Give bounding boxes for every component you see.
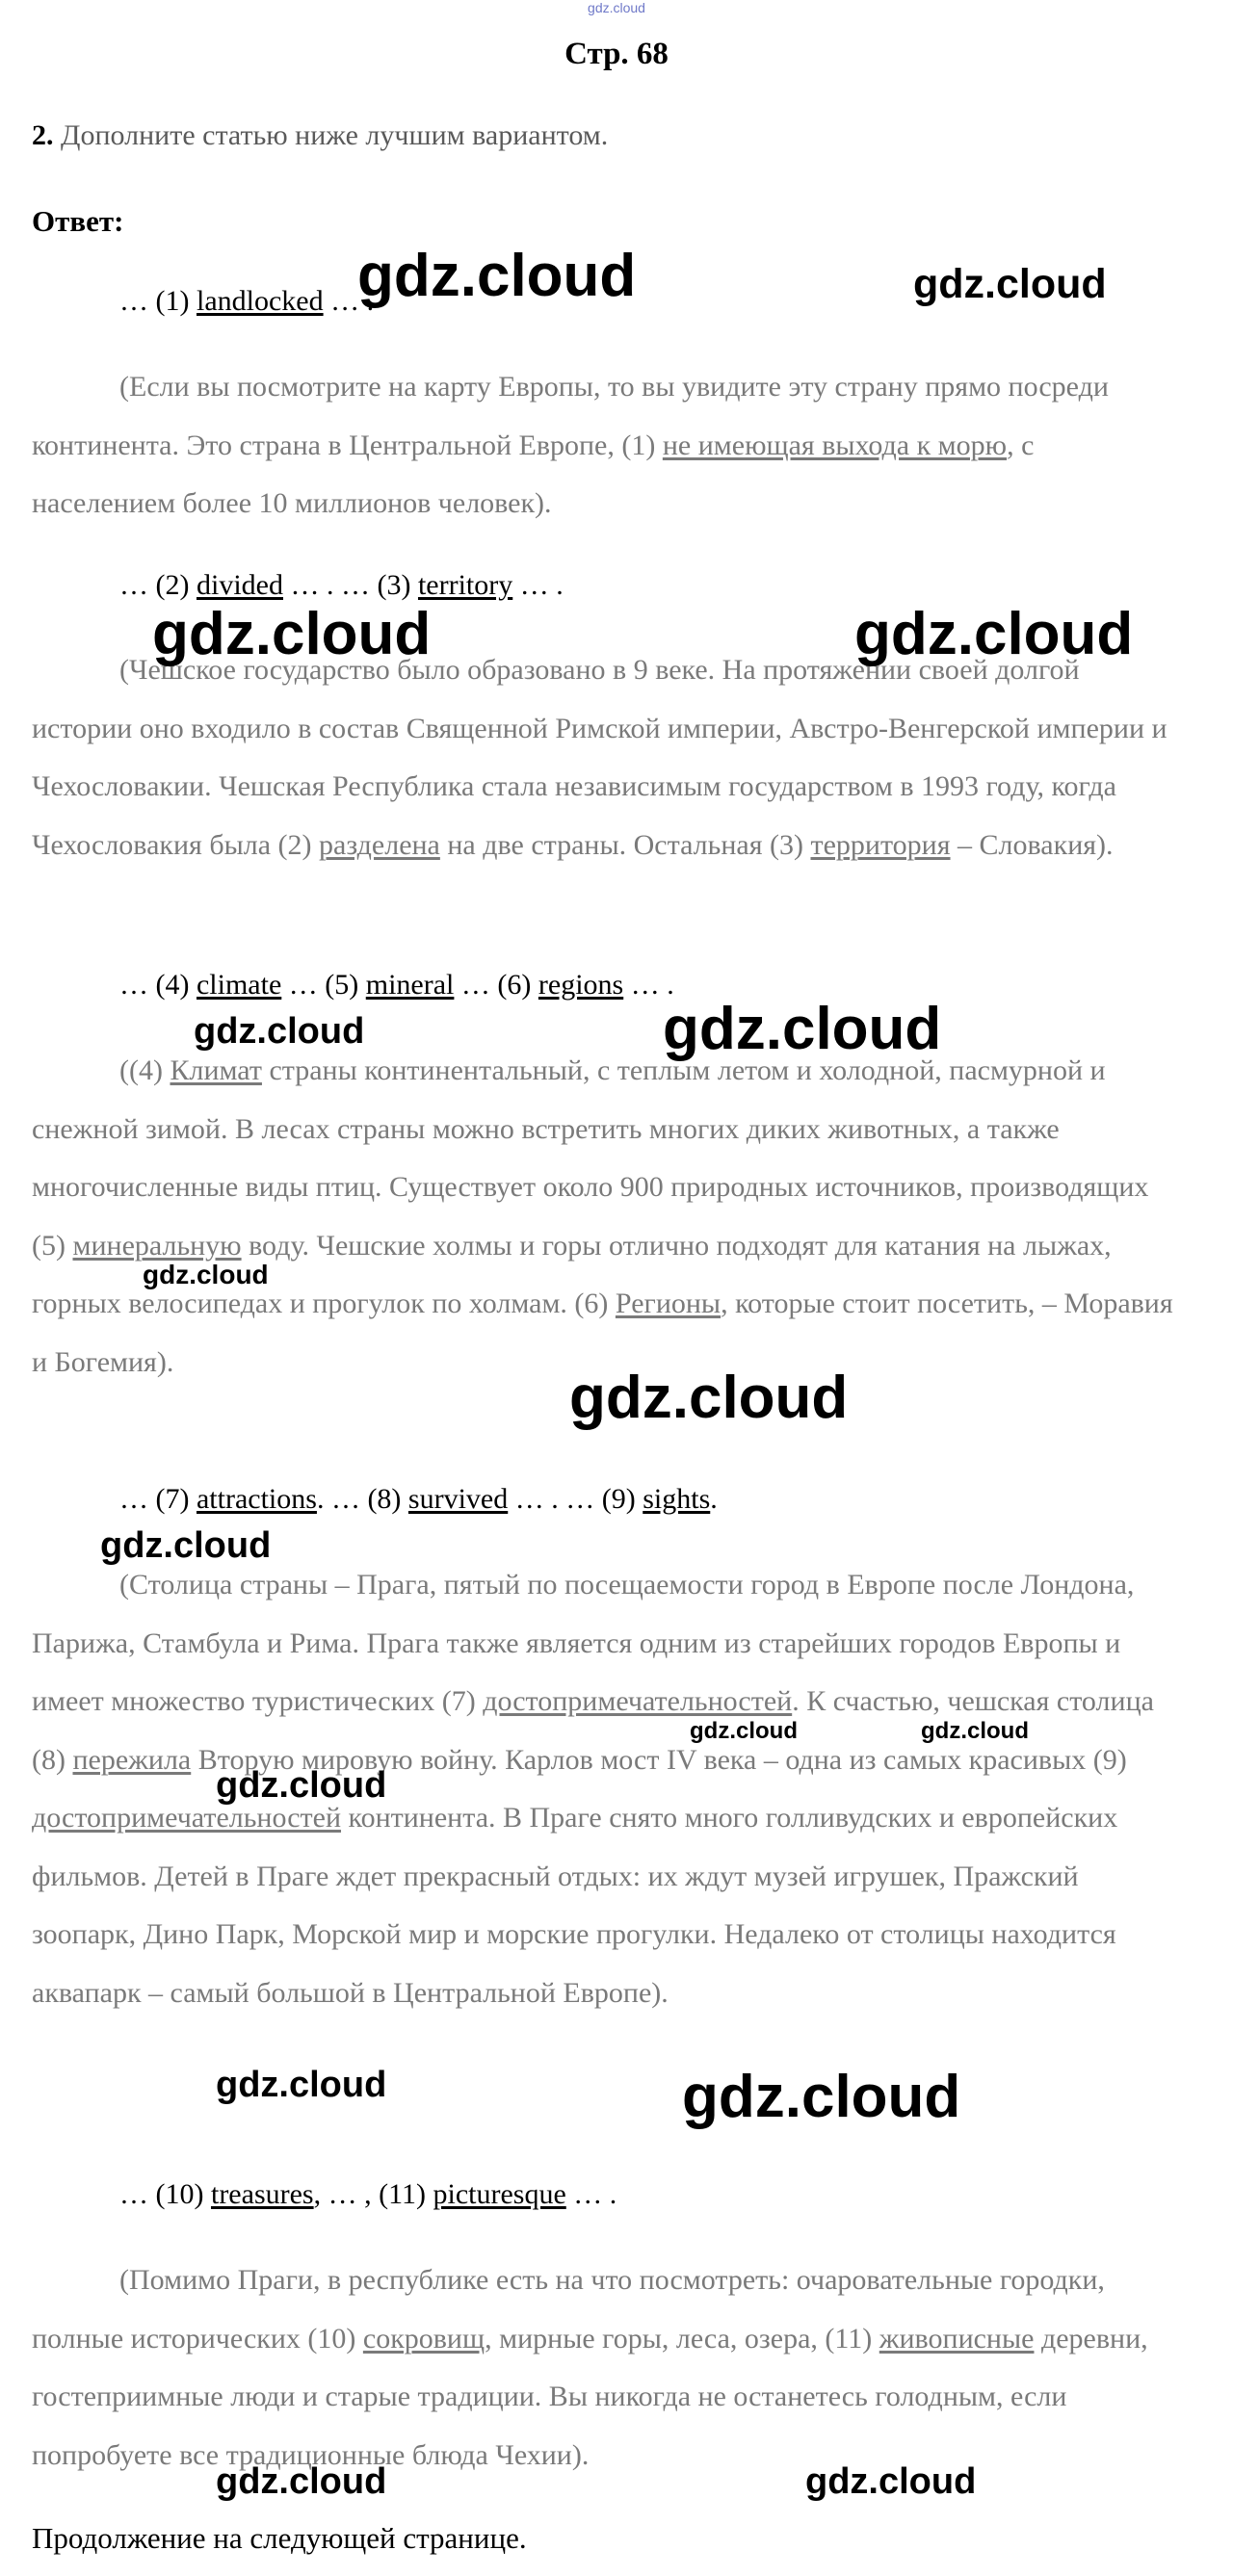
text-run: … . … (9)	[508, 1483, 643, 1515]
answer-word: достопримечательностей	[32, 1802, 342, 1834]
watermark: gdz.cloud	[805, 2461, 977, 2502]
task-number: 2.	[32, 119, 54, 151]
answer-word: divided	[196, 569, 283, 601]
text-run: … (1)	[119, 285, 197, 317]
text-run: … (10)	[119, 2178, 211, 2210]
watermark: gdz.cloud	[569, 1365, 849, 1431]
answer-line-3	[119, 969, 674, 1002]
watermark: gdz.cloud	[682, 2064, 961, 2130]
text-run: . … (8)	[316, 1483, 408, 1515]
watermark: gdz.cloud	[152, 601, 432, 667]
text-run: Вторую мировую войну. Карлов мост IV века – одна из самых красивых (9)	[191, 1743, 1127, 1776]
watermark: gdz.cloud	[216, 2065, 387, 2105]
watermark: gdz.cloud	[357, 243, 637, 309]
page-title: Стр. 68	[564, 37, 669, 71]
text-run: … (5)	[281, 969, 366, 1001]
text-run: (Если вы посмотрите на карту Европы, то вы увидите эту страну прямо посреди континента. Это страна в Центральной Европе, (1)	[32, 371, 1109, 461]
translation-paragraph-3	[32, 1042, 1178, 1392]
answer-label: Ответ:	[32, 204, 124, 238]
watermark: gdz.cloud	[100, 1525, 272, 1566]
text-run: , … , (11)	[313, 2178, 433, 2210]
text-run: … .	[623, 969, 674, 1001]
text-run: … .	[512, 569, 564, 601]
text-run: … (4)	[119, 969, 197, 1001]
answer-word: survived	[407, 1483, 509, 1515]
translation-paragraph-2	[32, 641, 1178, 874]
watermark: gdz.cloud	[194, 1011, 365, 1052]
answer-word: территория	[810, 828, 951, 861]
answer-word: пережила	[72, 1743, 192, 1776]
task-statement	[32, 119, 608, 152]
answer-word: attractions	[196, 1483, 317, 1515]
watermark: gdz.cloud	[216, 1765, 387, 1806]
text-run: … .	[565, 2178, 617, 2210]
text-run: – Словакия).	[950, 828, 1114, 861]
answer-word: territory	[417, 569, 513, 601]
watermark: gdz.cloud	[921, 1718, 1029, 1744]
text-run: (Столица страны – Прага, пятый по посещаемости город в Европе после Лондона, Парижа, Стамбула и Рима. Прага также является одним из старейших городов Европы и имеет множество туристических (7)	[32, 1569, 1135, 1717]
watermark: gdz.cloud	[663, 996, 942, 1062]
translation-paragraph-4	[32, 1556, 1178, 2022]
text-run: на две страны. Остальная (3)	[439, 828, 811, 861]
answer-word: landlocked	[196, 285, 324, 317]
text-run: (Чешское государство было образовано в 9 веке. На протяжении своей долгой истории оно входило в состав Священной Римской империи, Австро-Венгерской империи и Чехословакии. Чешская Республика стала независимым государством в 1993 году, когда Чехословакия была (2)	[32, 654, 1167, 861]
answer-word: достопримечательностей	[483, 1685, 793, 1717]
answer-word: mineral	[365, 969, 455, 1001]
watermark: gdz.cloud	[854, 601, 1134, 667]
site-mark: gdz.cloud	[588, 0, 645, 15]
text-run: . К счастью, чешская столица (8)	[32, 1685, 1154, 1776]
text-run: , с населением более 10 миллионов человек).	[32, 429, 1035, 519]
text-run: деревни, гостеприимные люди и старые традиции. Вы никогда не останетесь голодным, если попробуете все традиционные блюда Чехии).	[32, 2322, 1148, 2471]
task-text: Дополните статью ниже лучшим вариантом.	[61, 119, 609, 151]
text-run: … .	[323, 285, 375, 317]
answer-word: разделена	[319, 828, 440, 861]
answer-line-5	[119, 2178, 616, 2211]
text-run: континента. В Праге снято много голливудских и европейских фильмов. Детей в Праге ждет прекрасный отдых: их ждут музей игрушек, Пражский зоопарк, Дино Парк, Морской мир и морские прогулки. Недалеко от столицы находится аквапарк – самый большой в Центральной Европе).	[32, 1802, 1118, 2009]
text-run: воду. Чешские холмы и горы отлично подходят для катания на лыжах, горных велосипедах и прогулок по холмам. (6)	[32, 1229, 1112, 1319]
answer-line-1	[119, 285, 374, 318]
continuation-note: Продолжение на следующей странице.	[32, 2521, 527, 2555]
answer-word: Регионы	[615, 1288, 721, 1319]
text-run: .	[710, 1483, 718, 1515]
text-run: … (6)	[454, 969, 538, 1001]
watermark: gdz.cloud	[216, 2461, 387, 2502]
watermark: gdz.cloud	[143, 1260, 269, 1289]
answer-word: climate	[196, 969, 282, 1001]
text-run: … (7)	[119, 1483, 197, 1515]
text-run: … (2)	[119, 569, 197, 601]
text-run: … . … (3)	[282, 569, 418, 601]
text-run: (Помимо Праги, в республике есть на что посмотреть: очаровательные городки, полные исторических (10)	[32, 2264, 1105, 2355]
watermark: gdz.cloud	[690, 1718, 798, 1744]
answer-word: treasures	[210, 2178, 314, 2210]
answer-word: sights	[643, 1483, 711, 1515]
text-run: ((4)	[119, 1054, 171, 1086]
answer-word: Климат	[170, 1054, 262, 1086]
answer-word: живописные	[879, 2322, 1035, 2355]
watermark: gdz.cloud	[913, 261, 1107, 307]
answer-line-2	[119, 569, 564, 602]
text-run: страны континентальный, с теплым летом и холодной, пасмурной и снежной зимой. В лесах страны можно встретить многих диких животных, а также многочисленные виды птиц. Существует около 900 природных источников, производящих (5)	[32, 1054, 1149, 1262]
answer-word: не имеющая выхода к морю	[662, 429, 1008, 461]
answer-word: regions	[538, 969, 624, 1001]
translation-paragraph-1	[32, 358, 1178, 533]
text-run: , которые стоит посетить, – Моравия и Богемия).	[32, 1288, 1173, 1378]
text-run: , мирные горы, леса, озера, (11)	[485, 2322, 879, 2355]
answer-word: picturesque	[433, 2178, 566, 2210]
answer-line-4	[119, 1483, 718, 1516]
answer-word: минеральную	[72, 1229, 242, 1262]
answer-word: сокровищ	[362, 2322, 485, 2355]
translation-paragraph-5	[32, 2251, 1178, 2485]
